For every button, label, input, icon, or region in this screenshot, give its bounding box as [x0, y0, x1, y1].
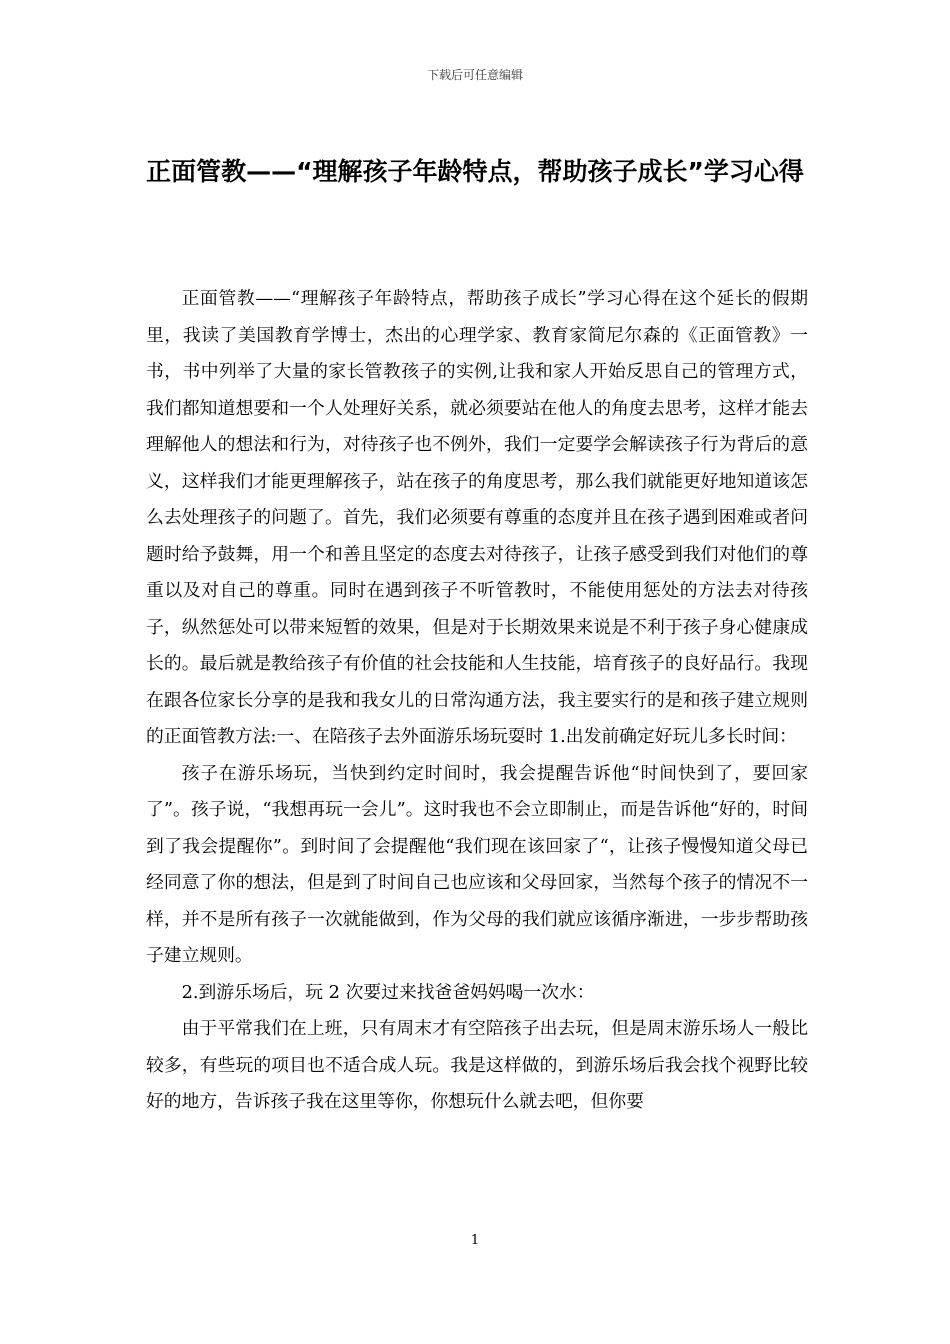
paragraph: 正面管教——“理解孩子年龄特点，帮助孩子成长”学习心得在这个延长的假期里，我读了美国教育学博士，杰出的心理学家、教育家简尼尔森的《正面管教》一书，书中列举了大量的家长管教孩子的实例,让我和家人开始反思自己的管理方式，我们都知道想要和一个人处理好关系，就必须要站在他人的角度去思考，这样才能去理解他人的想法和行为，对待孩子也不例外，我们一定要学会解读孩子行为背后的意义，这样我们才能更理解孩子，站在孩子的角度思考，那么我们就能更好地知道该怎么去处理孩子的问题了。首先，我们必须要有尊重的态度并且在孩子遇到困难或者问题时给予鼓舞，用一个和善且坚定的态度去对待孩子，让孩子感受到我们对他们的尊重以及对自己的尊重。同时在遇到孩子不听管教时，不能使用惩处的方法去对待孩子，纵然惩处可以带来短暂的效果，但是对于长期效果来说是不利于孩子身心健康成长的。最后就是教给孩子有价值的社会技能和人生技能，培育孩子的良好品行。我现在跟各位家长分享的是我和我女儿的日常沟通方法，我主要实行的是和孩子建立规则的正面管教方法:一、在陪孩子去外面游乐场玩耍时 1.出发前确定好玩儿多长时间： [146, 288, 808, 747]
document-body [146, 281, 808, 1121]
page-header: 下载后可任意编辑 [426, 68, 523, 82]
paragraph: 由于平常我们在上班，只有周末才有空陪孩子出去玩，但是周末游乐场人一般比较多，有些玩的项目也不适合成人玩。我是这样做的，到游乐场后我会找个视野比较好的地方，告诉孩子我在这里等你，你想玩什么就去吧，但你要 [146, 1018, 808, 1112]
paragraph: 2.到游乐场后，玩 2 次要过来找爸爸妈妈喝一次水： [181, 981, 595, 1003]
document-title: 正面管教——“理解孩子年龄特点，帮助孩子成长”学习心得 [146, 157, 804, 186]
paragraph: 孩子在游乐场玩，当快到约定时间时，我会提醒告诉他“时间快到了，要回家了”。孩子说，“我想再玩一会儿”。这时我也不会立即制止，而是告诉他“好的，时间到了我会提醒你”。到时间了会提醒他“我们现在该回家了“，让孩子慢慢知道父母已经同意了你的想法，但是到了时间自己也应该和父母回家，当然每个孩子的情况不一样，并不是所有孩子一次就能做到，作为父母的我们就应该循序渐进，一步步帮助孩子建立规则。 [146, 762, 808, 966]
page-number: 1 [470, 1233, 480, 1248]
